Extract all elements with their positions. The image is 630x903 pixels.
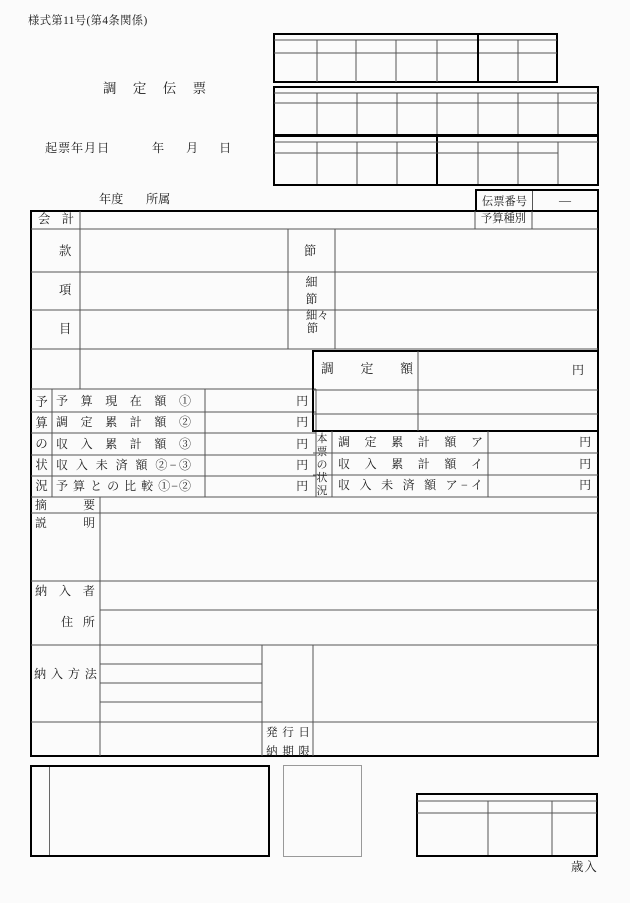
- slip-status-row-label: 調 定 累 計 額 ア: [338, 435, 483, 449]
- revenue-label: 歳入: [571, 860, 598, 874]
- issue-date-caption: 起票年月日: [45, 141, 110, 155]
- issue-date-month-label: 月: [186, 141, 199, 155]
- issue-date-day-label: 日: [219, 141, 232, 155]
- assessment-amount-label: 調 定 額: [321, 362, 413, 376]
- budget-status-vertical-label: 予算の状況: [35, 395, 48, 493]
- payment-method-label: 納 入 方 法: [34, 667, 97, 681]
- issue-date-label: 発 行 日: [266, 726, 310, 739]
- summary-label: 摘 要: [35, 498, 95, 512]
- revenue-summary-grid: [416, 793, 599, 858]
- page-title: 調 定 伝 票: [103, 81, 207, 96]
- section-saisaisetsu-label: 細々節: [306, 310, 329, 335]
- department-label: 所属: [146, 192, 171, 206]
- slip-number-value: —: [559, 193, 571, 207]
- account-label: 会 計: [38, 212, 74, 226]
- section-kan-label: 款: [59, 244, 72, 258]
- slip-status-row-label: 収 入 累 計 額 イ: [338, 457, 483, 471]
- budget-row-label: 予 算 と の 比 較 ①−②: [56, 479, 191, 493]
- slip-number-label: 伝票番号: [477, 191, 533, 210]
- payer-label: 納 入 者: [35, 584, 95, 598]
- receipt-stamp-box: [283, 765, 362, 857]
- slip-number-box: [475, 189, 599, 210]
- form-number: 様式第11号(第4条関係): [28, 15, 148, 27]
- slip-status-row-unit: 円: [579, 478, 591, 492]
- budget-row-unit: 円: [296, 415, 308, 429]
- section-setsu-label: 節: [304, 244, 317, 258]
- remarks-stamp-box: [30, 765, 270, 857]
- budget-row-label: 収 入 未 済 額 ②−③: [56, 458, 191, 472]
- slip-status-row-unit: 円: [579, 457, 591, 471]
- section-moku-label: 目: [59, 322, 72, 336]
- budget-row-unit: 円: [296, 479, 308, 493]
- issue-date-year-label: 年: [152, 141, 165, 155]
- remarks-stamp-box-divider: [49, 767, 50, 855]
- budget-row-unit: 円: [296, 394, 308, 408]
- fiscal-year-label: 年度: [99, 192, 124, 206]
- budget-row-label: 収 入 累 計 額 ③: [56, 437, 191, 451]
- section-ko-label: 項: [59, 283, 72, 297]
- assessment-amount-unit: 円: [571, 363, 584, 377]
- explanation-label: 説 明: [35, 516, 95, 530]
- payer-address-label: 住 所: [61, 615, 95, 629]
- budget-row-unit: 円: [296, 458, 308, 472]
- approval-stamp-grids: [273, 33, 599, 186]
- slip-status-row-label: 収 入 未 済 額 ア−イ: [338, 478, 483, 492]
- budget-row-unit: 円: [296, 437, 308, 451]
- budget-row-label: 予 算 現 在 額 ①: [56, 394, 191, 408]
- section-saisetsu-label: 細節: [305, 275, 318, 306]
- slip-status-row-unit: 円: [579, 435, 591, 449]
- budget-row-label: 調 定 累 計 額 ②: [56, 415, 191, 429]
- due-date-label: 納 期 限: [266, 745, 310, 758]
- budget-type-label: 予算種別: [480, 213, 527, 225]
- slip-status-vertical-label: 本票の状況: [316, 433, 328, 498]
